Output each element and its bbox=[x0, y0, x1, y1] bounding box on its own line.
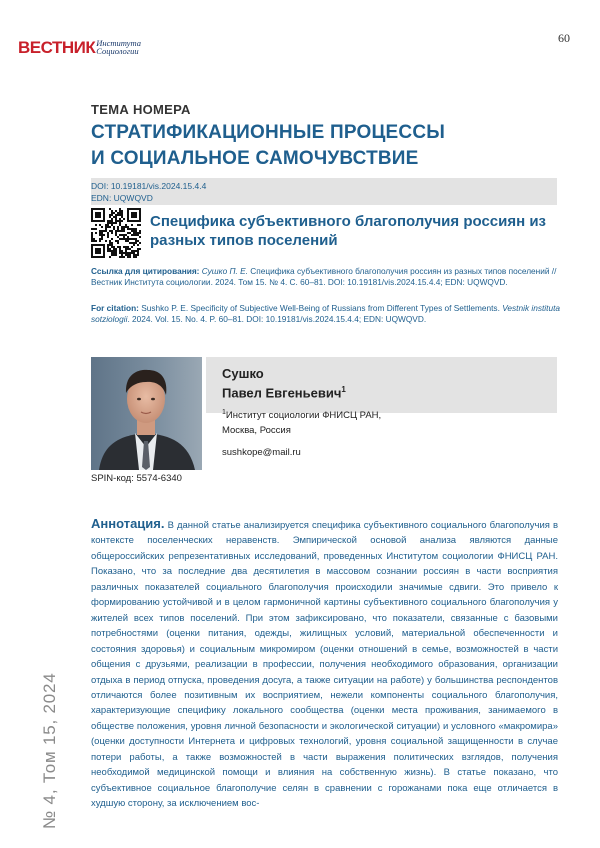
citation-ru bbox=[91, 266, 561, 288]
author-affiliation: $^1$Институт социологии ФНИСЦ РАН, Москва, Россия bbox=[222, 409, 382, 437]
citation-en-label: For citation: bbox=[91, 303, 139, 313]
author-email[interactable]: sushkope@mail.ru bbox=[222, 447, 301, 458]
abstract-text: В данной статье анализируется специфика субъективного социального благополучия в контексте поселенческих неравенств. Эмпирической основой анализа являются данные общероссийских репрезентативных исследований, проведенных Институтом социологии ФНИСЦ РАН. Показано, что за последние два десятилетия в массовом сознании россиян в части восприятия различных показателей социального благополучия происходили значимые сдвиги. Это привело к формированию устойчивой и в целом гармоничной картины субъективного социального благополучия у жителей всех типов поселений. При этом зафиксировано, что показатели, связанные с базовыми потребностями (оценки питания, одежды, жилищных условий, материальной обеспеченности и состояния здоровья) и социальным микромиром (оценки отношений в семье, возможностей в части общения с друзьями, реализации в профессии, получения необходимого образования, организации отдыха в период отпуска, проведения досуга, а также ситуации на работе) у большинства респондентов отличаются более позитивным их восприятием, нежели компоненты социального благополучия, характеризующие специфику локального сообщества (оценки места проживания, занимаемого в обществе положения, уровня личной безопасности и экологической ситуации) и условного «макромира» (оценки доступности Интернета и цифровых технологий, уровня социальной защищенности в случае потери работы, а также возможностей в части выражения политических взглядов, получения необходимой медицинской помощи и влияния на собственную жизнь). В статье показано, что субъективное социальное благополучие селян в сравнении с горожанами пока еще отличается в худшую сторону, за исключением вос- bbox=[91, 520, 559, 810]
abstract-label: Аннотация. bbox=[91, 516, 165, 531]
logo-sub-text: Института Социологии bbox=[96, 37, 141, 56]
abstract bbox=[91, 516, 558, 812]
citation-en bbox=[91, 303, 561, 325]
section-title: СТРАТИФИКАЦИОННЫЕ ПРОЦЕССЫ И СОЦИАЛЬНОЕ САМОЧУВСТВИЕ bbox=[91, 122, 446, 169]
citation-en-text: Sushko P. E. Specificity of Subjective Well-Being of Russians from Different Types of Settlements. bbox=[141, 303, 500, 313]
qr-code-icon bbox=[91, 208, 141, 258]
article-title: Специфика субъективного благополучия россиян из разных типов поселений bbox=[150, 213, 547, 249]
journal-logo bbox=[18, 34, 141, 56]
spin-code: SPIN-код: 5574-6340 bbox=[91, 473, 182, 484]
citation-en-rest: . 2024. Vol. 15. No. 4. P. 60–81. DOI: 10.19181/vis.2024.15.4.4; EDN: UQWQVD. bbox=[127, 314, 427, 325]
section-label: ТЕМА НОМЕРА bbox=[91, 102, 191, 117]
doi-bar bbox=[91, 178, 557, 205]
author-photo bbox=[91, 357, 202, 470]
citation-ru-text: Специфика субъективного благополучия россиян из разных типов поселений // Вестник Института социологии. 2024. Том 15. № 4. С. 60–81. DOI: 10.19181/vis.2024.15.4.4; EDN: UQWQVD. bbox=[91, 266, 557, 288]
author-name: Сушко Павел Евгеньевич$^1$ bbox=[222, 366, 346, 401]
citation-ru-label: Ссылка для цитирования: bbox=[91, 266, 200, 276]
doi-link[interactable]: DOI: 10.19181/vis.2024.15.4.4 bbox=[91, 181, 207, 191]
citation-ru-author: Сушко П. Е. bbox=[201, 266, 248, 276]
logo-main-text: ВЕСТНИК bbox=[18, 38, 96, 57]
citation-en-journal: Vestnik instituta sotziologii bbox=[91, 303, 560, 325]
issue-side-label: № 4, Том 15, 2024 bbox=[40, 672, 59, 829]
page-number: 60 bbox=[558, 31, 570, 45]
edn-id: EDN: UQWQVD bbox=[91, 193, 153, 203]
